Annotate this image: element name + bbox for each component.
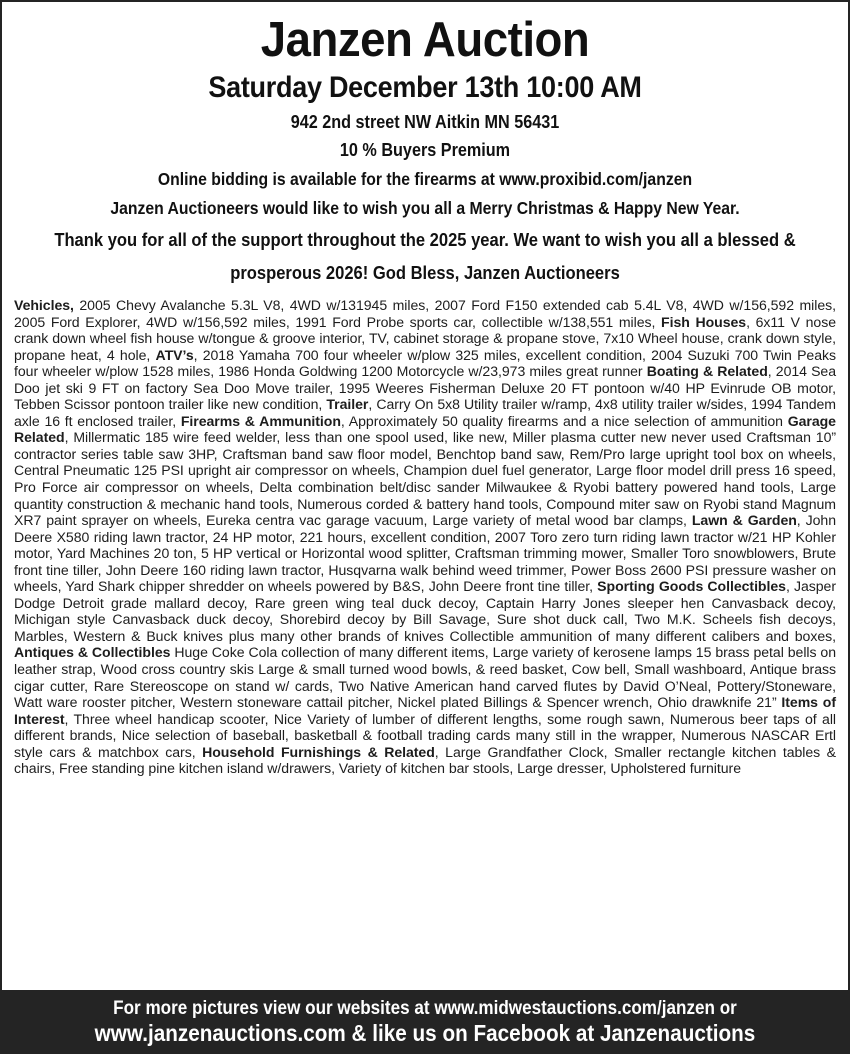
listing-category-label: Vehicles, <box>14 297 74 313</box>
listing-items-text: , Millermatic 185 wire feed welder, less than one spool used, like new, Miller plasma cutter new never used Craftsman 10” contractor series table saw 3HP, Craftsman band saw floor model, Benchtop band saw, Rem/Pro large upright tool box on wheels, Central Pneumatic 125 PSI upright air compressor on wheels, Champion duel fuel generator, Large floor model drill press 16 speed, Pro Force air compressor on wheels, Delta combination belt/disc sander Milwaukee & Ryobi battery powered hand tools, Large quantity construction & mechanic hand tools, Numerous corded & battery hand tools, Compound miter saw on Ryobi stand Magnum XR7 paint sprayer on wheels, Eureka centra vac garage vacuum, Large variety of metal wood bar clamps, <box>14 429 836 529</box>
listing-items-text: , 2014 Sea Doo jet ski 9 FT on factory Sea Doo Move trailer, 1995 Weeres Fisherman Deluxe 20 FT pontoon w/40 HP Evinrude OB motor, Tebben Scissor pontoon trailer like new condition, <box>14 363 836 413</box>
listing-items-text: , John Deere X580 riding lawn tractor, 24 HP motor, 221 hours, excellent condition, 2007 Toro zero turn riding lawn tractor w/21 HP Kohler motor, Yard Machines 20 ton, 5 HP vertical or Horizontal wood splitter, Craftsman trimming mower, Smaller Toro snowblowers, Brute front tine tiller, John Deere 160 riding lawn tractor, Husqvarna walk behind weed trimmer, Power Boss 2600 PSI pressure washer on wheels, Yard Shark chipper shredder on wheels powered by B&S, John Deere front tine tiller, <box>14 512 836 595</box>
thanks-message-line-1: Thank you for all of the support throughout the 2025 year. We want to wish you all a blessed & <box>54 230 796 250</box>
listing-category-label: Trailer <box>326 396 369 413</box>
listing-items-text: , Large Grandfather Clock, Smaller rectangle kitchen tables & chairs, Free standing pine kitchen island w/drawers, Variety of kitchen bar stools, Large dresser, Upholstered furniture <box>14 743 836 777</box>
thanks-message-line-2: prosperous 2026! God Bless, Janzen Auctioneers <box>230 263 620 283</box>
listing-items-text: , Carry On 5x8 Utility trailer w/ramp, 4x8 utility trailer w/sides, 1994 Tandem axle 16 ft enclosed trailer, <box>14 396 836 429</box>
footer-facebook-line: www.janzenauctions.com & like us on Facebook at Janzenauctions <box>94 1020 756 1046</box>
footer-websites-line: For more pictures view our websites at www.midwestauctions.com/janzen or <box>113 998 737 1019</box>
listing-items-text: , Three wheel handicap scooter, Nice Variety of lumber of different lengths, some rough sawn, Numerous beer taps of all different brands, Nice selection of baseball, basketball & football trading cards many still in the wrapper, Numerous NASCAR Ertl style cars & matchbox cars, <box>14 710 836 760</box>
buyers-premium-note: 10 % Buyers Premium <box>339 140 511 160</box>
listing-items-text: , 6x11 V nose crank down wheel fish house w/tongue & groove interior, TV, cabinet storage & propane stove, 7x10 Wheel house, crank down style, propane heat, 4 hole, <box>14 313 836 363</box>
listing-category-label: Items of Interest <box>14 694 836 727</box>
holiday-greeting: Janzen Auctioneers would like to wish you all a Merry Christmas & Happy New Year. <box>110 198 740 218</box>
listing-category-label: Boating & Related <box>646 363 768 380</box>
listing-category-label: Fish Houses <box>661 313 747 330</box>
listing-category-label: Household Furnishings & Related <box>202 743 435 760</box>
online-bidding-note: Online bidding is available for the firearms at www.proxibid.com/janzen <box>157 169 693 189</box>
listing-items-text: , Approximately 50 quality firearms and a nice selection of ammunition <box>340 412 788 429</box>
auction-address: 942 2nd street NW Aitkin MN 56431 <box>290 112 560 132</box>
listing-items-text: , Jasper Dodge Detroit grade mallard decoy, Rare green wing teal duck decoy, Captain Harry Jones sleeper hen Canvasback decoy, Michigan style Canvasback duck decoy, Shorebird decoy by Bill Savage, Sure shot duck call, Two M.K. Scheels fish decoys, Marbles, Western & Buck knives plus many other brands of knives Collectible ammunition of many different calibers and boxes, <box>14 578 836 644</box>
listing-items-text: 2005 Chevy Avalanche 5.3L V8, 4WD w/131945 miles, 2007 Ford F150 extended cab 5.4L V8, 4WD w/156,592 miles, 2005 Ford Explorer, 4WD w/156,592 miles, 1991 Ford Probe sports car, collectible w/138,551 miles, <box>14 297 836 330</box>
listing-items-text: , 2018 Yamaha 700 four wheeler w/plow 325 miles, excellent condition, 2004 Suzuki 700 Twin Peaks four wheeler w/plow 1528 miles, 1986 Honda Goldwing 1200 Motorcycle w/23,973 miles great runner <box>14 346 836 380</box>
listing-category-label: Firearms & Ammunition <box>180 412 341 429</box>
auction-datetime: Saturday December 13th 10:00 AM <box>208 71 642 104</box>
ad-footer <box>0 992 850 1054</box>
listing-category-label: ATV’s <box>155 346 194 363</box>
listing-category-label: Garage Related <box>14 412 836 446</box>
listing-category-label: Lawn & Garden <box>691 512 797 529</box>
listing-category-label: Antiques & Collectibles <box>14 644 171 661</box>
page-title: Janzen Auction <box>260 13 590 67</box>
auction-item-listing <box>14 297 836 777</box>
ad-header <box>14 10 836 287</box>
listing-category-label: Sporting Goods Collectibles <box>597 578 786 595</box>
listing-items-text: Huge Coke Cola collection of many different items, Large variety of kerosene lamps 15 brass petal bells on leather strap, Wood cross country skis Large & small turned wood bowls, & reed basket, Cow bell, Small washboard, Antique brass cigar cutter, Rare Stereoscope on stand w/ cards, Two Native American hand carved flutes by David O’Neal, Pottery/Stoneware, Watt ware rooster pitcher, Western stoneware cattail pitcher, Nickel plated Billings & Spencer wrench, Ohio drawknife 21” <box>14 644 836 711</box>
